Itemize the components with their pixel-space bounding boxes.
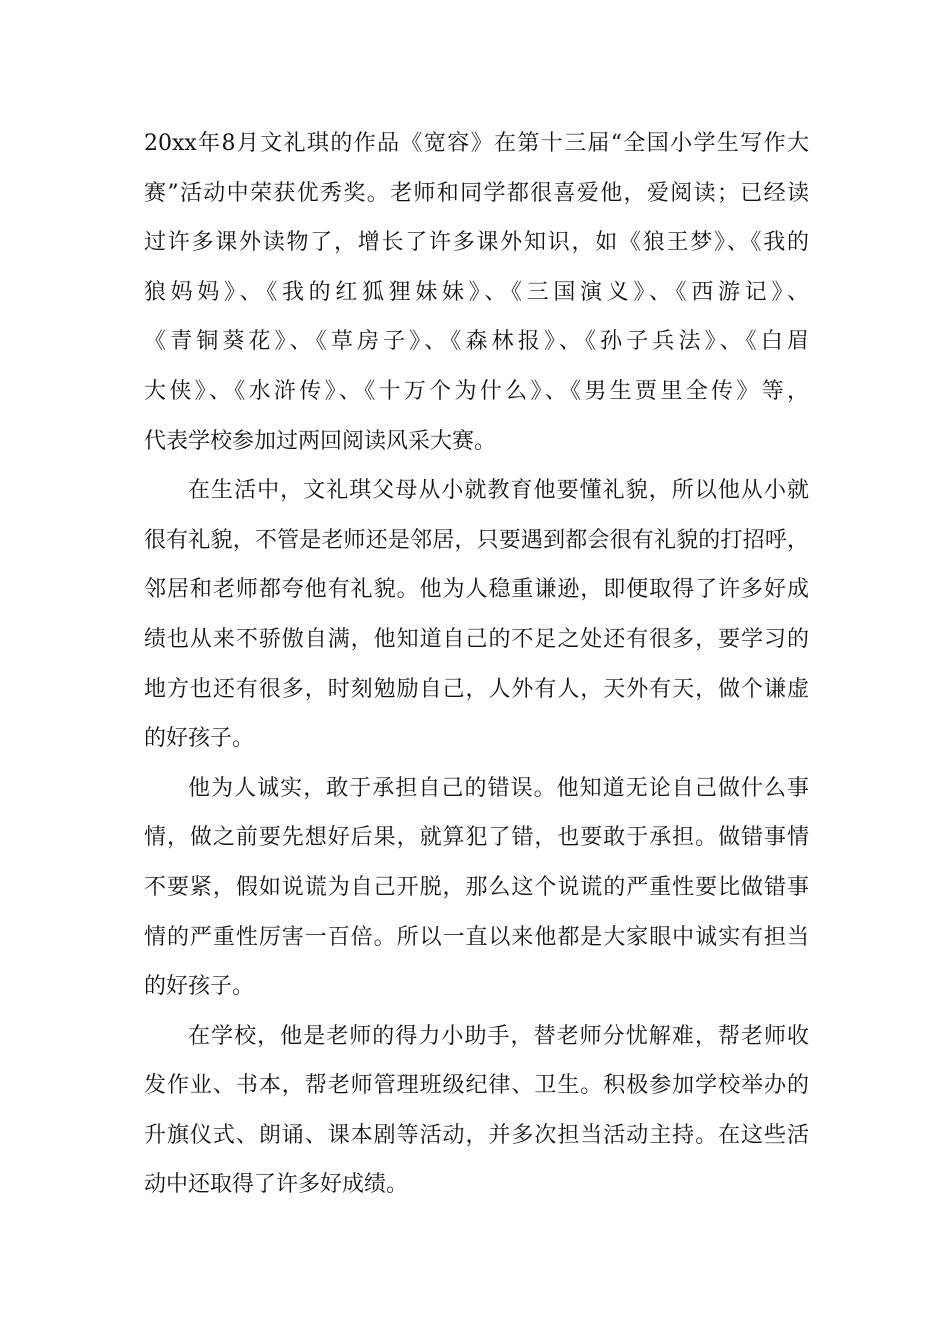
paragraph-3 bbox=[144, 774, 809, 1022]
paragraph-2 bbox=[144, 476, 809, 774]
text-line: 在生活中，文礼琪父母从小就教育他要懂礼貌，所以他从小就 bbox=[188, 478, 809, 504]
text-line: 地方也还有很多，时刻勉励自己，人外有人，天外有天，做个谦虚 bbox=[144, 676, 809, 702]
text-line: 的好孩子。 bbox=[144, 974, 255, 1000]
text-line: 代表学校参加过两回阅读风采大赛。 bbox=[144, 428, 497, 454]
text-line: 的好孩子。 bbox=[144, 726, 255, 752]
paragraph-4 bbox=[144, 1022, 809, 1220]
text-line: 情，做之前要先想好后果，就算犯了错，也要敢于承担。做错事情 bbox=[144, 825, 809, 851]
text-line: 《青铜葵花》、《草房子》、《森林报》、《孙子兵法》、《白眉 bbox=[144, 329, 809, 355]
text-line: 发作业、书本，帮老师管理班级纪律、卫生。积极参加学校举办的 bbox=[144, 1073, 809, 1099]
text-line: 动中还取得了许多好成绩。 bbox=[144, 1172, 409, 1198]
text-line: 赛”活动中荣获优秀奖。老师和同学都很喜爱他，爱阅读；已经读 bbox=[144, 180, 809, 206]
text-line: 大侠》、《水浒传》、《十万个为什么》、《男生贾里全传》等， bbox=[144, 378, 809, 404]
text-line: 20xx年8月文礼琪的作品《宽容》在第十三届“全国小学生写作大 bbox=[144, 131, 809, 156]
text-line: 绩也从来不骄傲自满，他知道自己的不足之处还有很多，要学习的 bbox=[144, 626, 809, 652]
paragraph-1 bbox=[144, 129, 809, 476]
document-body bbox=[144, 129, 809, 1220]
text-line: 情的严重性厉害一百倍。所以一直以来他都是大家眼中诚实有担当 bbox=[144, 924, 809, 950]
text-line: 很有礼貌，不管是老师还是邻居，只要遇到都会很有礼貌的打招呼， bbox=[144, 527, 809, 553]
text-line: 他为人诚实，敢于承担自己的错误。他知道无论自己做什么事 bbox=[188, 775, 809, 801]
text-line: 邻居和老师都夸他有礼貌。他为人稳重谦逊，即便取得了许多好成 bbox=[144, 577, 809, 603]
text-line: 在学校，他是老师的得力小助手，替老师分忧解难，帮老师收 bbox=[188, 1023, 809, 1049]
text-line: 升旗仪式、朗诵、课本剧等活动，并多次担当活动主持。在这些活 bbox=[144, 1122, 809, 1148]
text-line: 不要紧，假如说谎为自己开脱，那么这个说谎的严重性要比做错事 bbox=[144, 874, 809, 900]
text-line: 狼妈妈》、《我的红狐狸妹妹》、《三国演义》、《西游记》、 bbox=[144, 279, 809, 305]
text-line: 过许多课外读物了，增长了许多课外知识，如《狼王梦》、《我的 bbox=[144, 230, 809, 256]
